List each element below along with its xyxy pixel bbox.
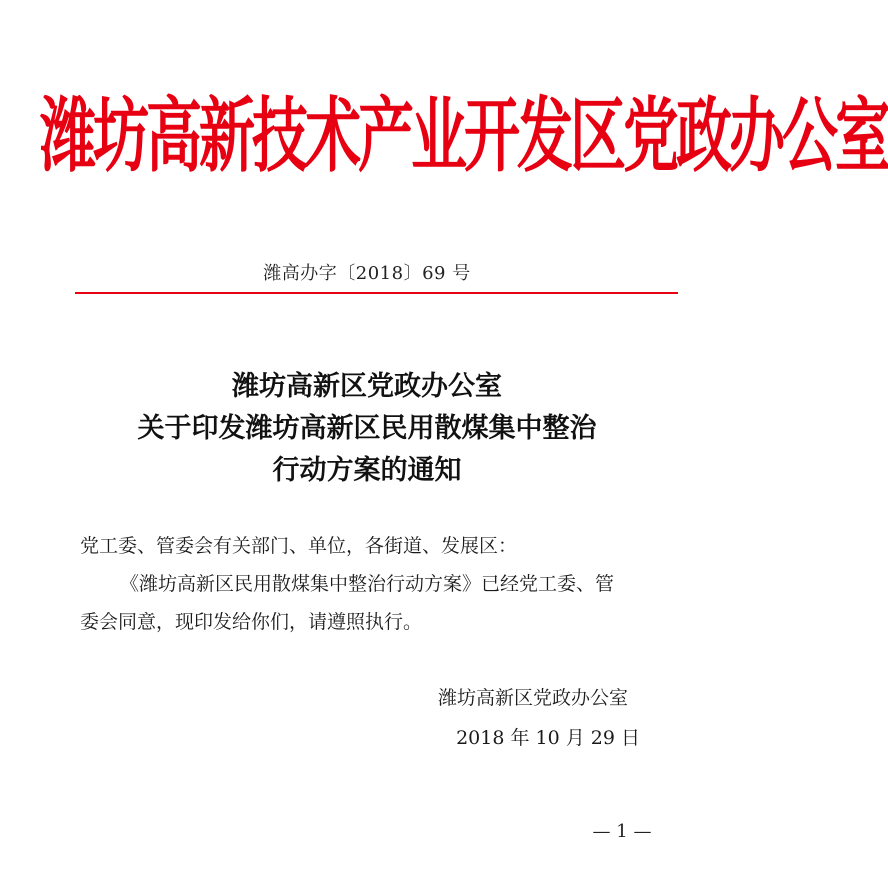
signature-date: 2018 年 10 月 29 日 [456, 727, 640, 749]
body-paragraph-line-2: 委会同意，现印发给你们，请遵照执行。 [80, 611, 423, 633]
red-divider-rule [75, 292, 678, 294]
signature-block [0, 678, 640, 758]
page-number: — 1 — [592, 821, 652, 842]
title-line-3: 行动方案的通知 [272, 455, 462, 486]
document-body [80, 527, 670, 641]
title-line-1: 潍坊高新区党政办公室 [232, 371, 502, 402]
addressee-line: 党工委、管委会有关部门、单位，各街道、发展区： [80, 535, 518, 557]
document-number: 潍高办字〔2018〕69 号 [263, 263, 471, 284]
body-paragraph-line-1: 《潍坊高新区民用散煤集中整治行动方案》已经党工委、管 [120, 573, 615, 595]
masthead-title: 潍坊高新技术产业开发区党政办公室 [40, 90, 888, 185]
signature-organization: 潍坊高新区党政办公室 [437, 687, 628, 709]
document-title [0, 366, 734, 492]
title-line-2: 关于印发潍坊高新区民用散煤集中整治 [137, 413, 597, 444]
